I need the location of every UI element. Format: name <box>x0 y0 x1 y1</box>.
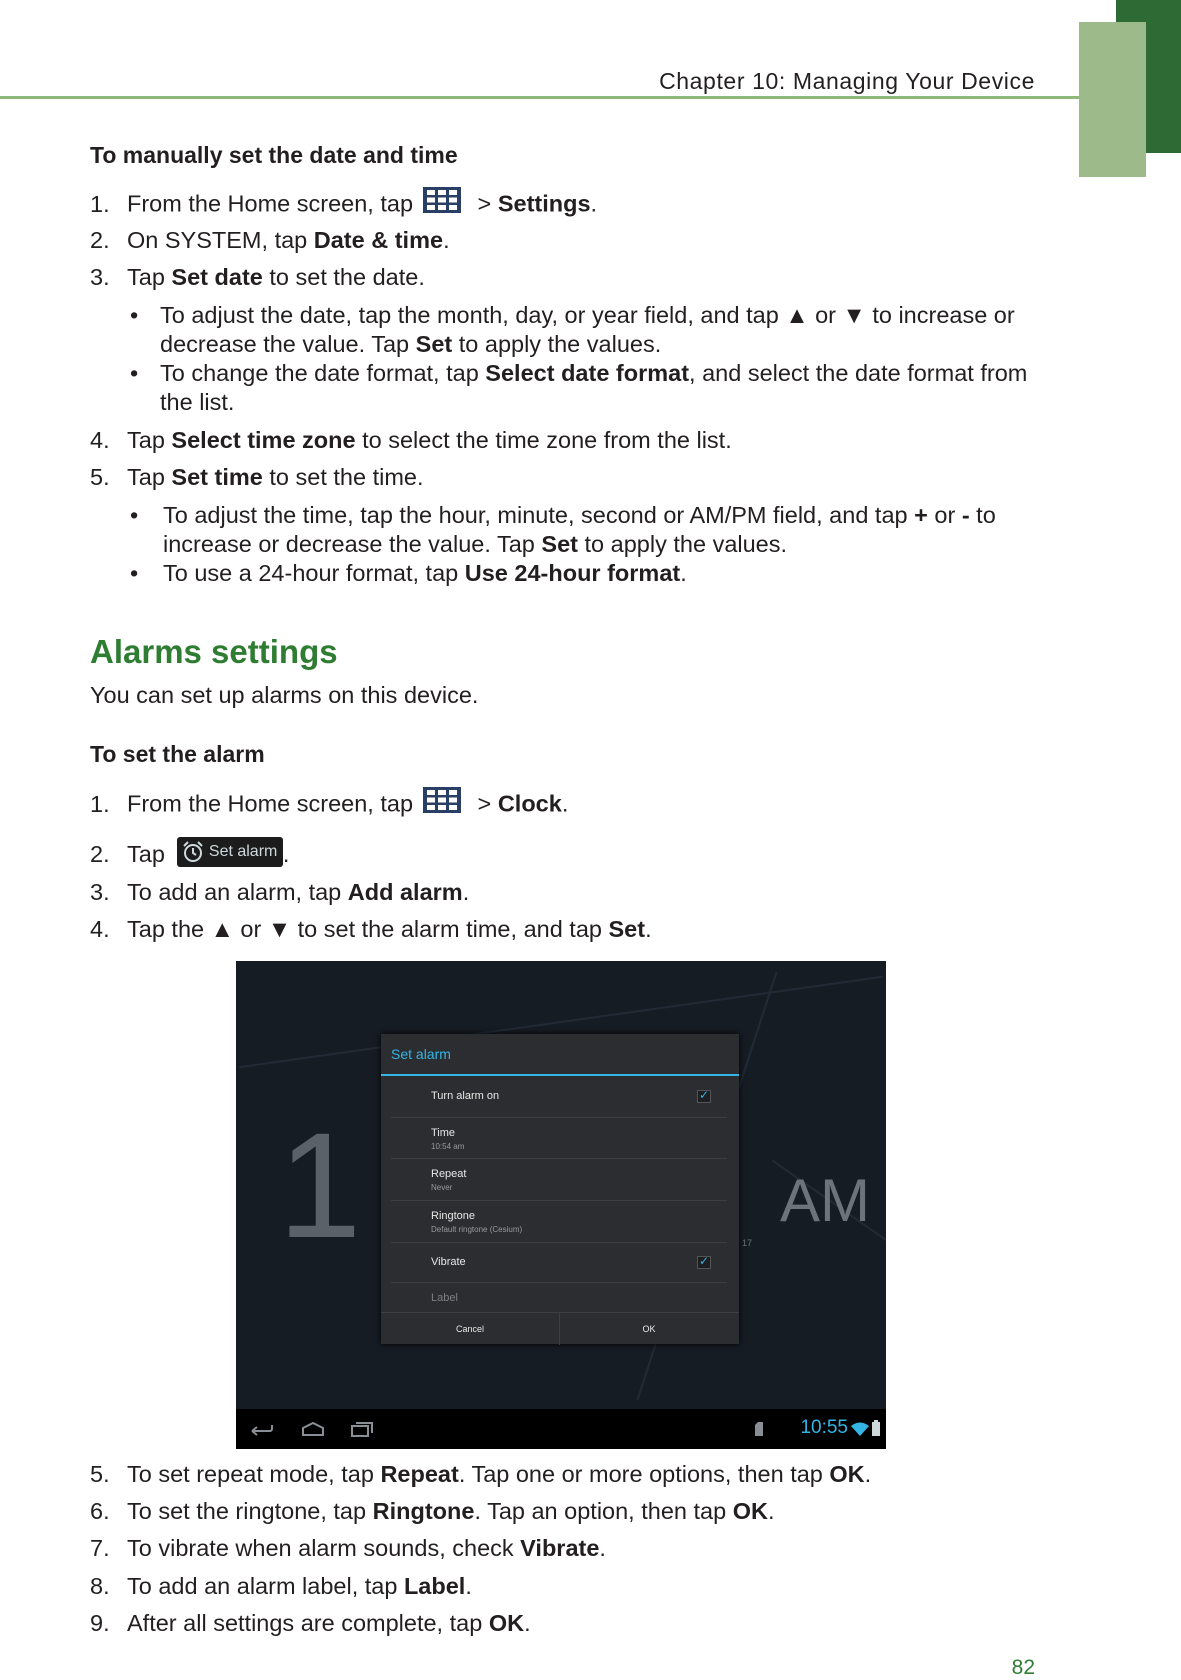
cancel-button[interactable]: Cancel <box>381 1313 560 1345</box>
alarm-step-6: 6. To set the ringtone, tap Ringtone. Tap an option, then tap OK. <box>90 1498 775 1524</box>
sd-card-icon <box>754 1422 764 1436</box>
dialog-title: Set alarm <box>391 1046 451 1062</box>
row-label[interactable]: Label <box>431 1292 458 1304</box>
date-step-2: 2. On SYSTEM, tap Date & time. <box>90 227 450 253</box>
date-step-4: 4. Tap Select time zone to select the time zone from the list. <box>90 427 732 453</box>
dialog-buttons <box>381 1312 739 1345</box>
wifi-icon <box>851 1422 869 1436</box>
chapter-tab-light <box>1079 22 1146 177</box>
home-icon[interactable] <box>300 1421 326 1437</box>
clock-small-label: 17 <box>742 1238 753 1248</box>
system-navbar <box>236 1409 886 1449</box>
alarm-step-7: 7. To vibrate when alarm sounds, check Vibrate. <box>90 1535 606 1561</box>
row-turn-alarm-on[interactable]: Turn alarm on ✓ <box>391 1076 727 1118</box>
alarm-step-4: 4. Tap the ▲ or ▼ to set the alarm time, and tap Set. <box>90 916 652 942</box>
alarm-step-8: 8. To add an alarm label, tap Label. <box>90 1573 472 1599</box>
alarm-step-3: 3. To add an alarm, tap Add alarm. <box>90 879 470 905</box>
checkbox-alarm-on[interactable] <box>697 1090 711 1103</box>
row-repeat[interactable]: Repeat Never <box>391 1159 727 1201</box>
apps-grid-icon <box>423 787 461 820</box>
set-alarm-screenshot <box>236 961 886 1449</box>
set-alarm-button-image: Set alarm <box>177 837 283 867</box>
alarms-intro: You can set up alarms on this device. <box>90 682 479 708</box>
recent-apps-icon[interactable] <box>350 1421 374 1437</box>
status-time: 10:55 <box>800 1417 848 1438</box>
alarm-step-2: 2. Tap Set alarm . <box>90 840 289 871</box>
alarm-step-5: 5. To set repeat mode, tap Repeat. Tap one or more options, then tap OK. <box>90 1461 872 1487</box>
row-vibrate[interactable]: Vibrate ✓ <box>391 1243 727 1283</box>
checkbox-vibrate[interactable] <box>697 1256 711 1269</box>
alarm-clock-icon <box>181 841 205 863</box>
time-bullet-2: • To use a 24-hour format, tap Use 24-hour format. <box>130 560 687 586</box>
row-ringtone[interactable]: Ringtone Default ringtone (Cesium) <box>391 1201 727 1243</box>
date-step-5: 5. Tap Set time to set the time. <box>90 464 424 490</box>
time-bullet-1: • To adjust the time, tap the hour, minute, second or AM/PM field, and tap + or - to increase or decrease the value. Tap Set to apply the values. <box>130 502 996 557</box>
back-icon[interactable] <box>250 1421 274 1437</box>
row-time[interactable]: Time 10:54 am <box>391 1118 727 1159</box>
alarm-step-1: 1. From the Home screen, tap > Clock. <box>90 789 568 822</box>
apps-grid-icon <box>423 187 461 220</box>
battery-icon <box>872 1420 880 1436</box>
procedure-heading-alarm: To set the alarm <box>90 741 265 767</box>
procedure-heading-date: To manually set the date and time <box>90 142 458 168</box>
set-alarm-dialog <box>381 1034 739 1344</box>
date-step-3: 3. Tap Set date to set the date. <box>90 264 425 290</box>
date-bullet-1: • To adjust the date, tap the month, day, or year field, and tap ▲ or ▼ to increase or decrease the value. Tap Set to apply the values. <box>130 302 1015 357</box>
ok-button[interactable]: OK <box>642 1324 656 1334</box>
date-step-1: 1. From the Home screen, tap > Settings. <box>90 189 597 222</box>
date-bullet-2: • To change the date format, tap Select date format, and select the date format from the list. <box>130 360 1028 415</box>
page-number: 82 <box>1011 1656 1035 1679</box>
alarm-step-9: 9. After all settings are complete, tap OK. <box>90 1610 531 1636</box>
clock-ampm: AM <box>780 1167 870 1234</box>
chapter-title: Chapter 10: Managing Your Device <box>659 68 1035 94</box>
section-title-alarms: Alarms settings <box>90 633 338 670</box>
clock-digits: 1 <box>278 1101 362 1269</box>
header-rule <box>0 96 1079 99</box>
